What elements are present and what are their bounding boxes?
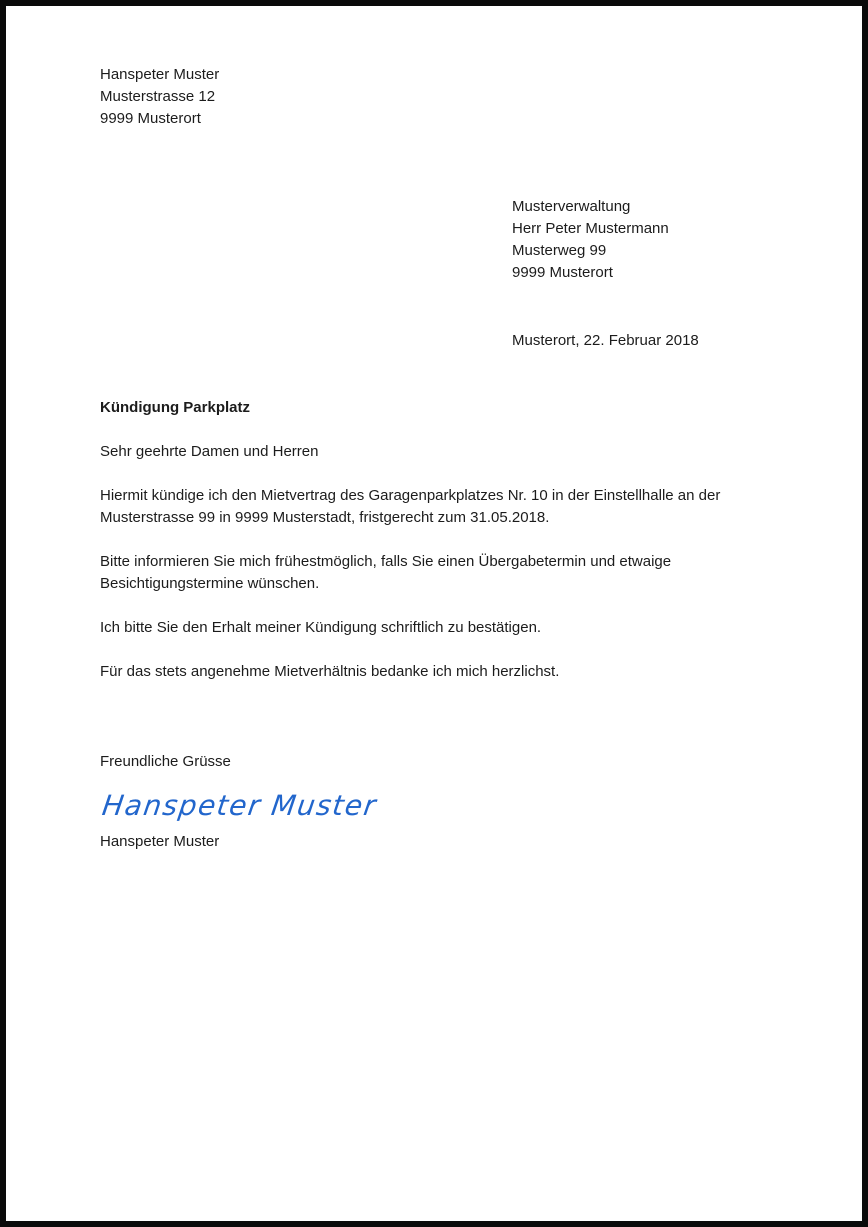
sender-street: Musterstrasse 12 [100,88,216,105]
body-paragraph: Für das stets angenehme Mietverhältnis bedanke ich mich herzlichst. [100,663,560,680]
recipient-person: Herr Peter Mustermann [512,220,669,237]
subject-line: Kündigung Parkplatz [100,399,250,416]
recipient-company: Musterverwaltung [512,198,631,215]
closing: Freundliche Grüsse [100,753,231,770]
recipient-city: 9999 Musterort [512,264,613,281]
signature-wrap [100,773,766,823]
body-paragraph: Ich bitte Sie den Erhalt meiner Kündigung schriftlich zu bestätigen. [100,619,542,636]
sender-name: Hanspeter Muster [100,66,220,83]
body-paragraph: Bitte informieren Sie mich frühestmöglich, falls Sie einen Übergabetermin und etwaige Besichtigungstermine wünschen. [100,553,672,592]
recipient-block [512,196,766,284]
date-line: Musterort, 22. Februar 2018 [512,332,699,349]
signer-name: Hanspeter Muster [100,833,220,850]
sender-city: 9999 Musterort [100,110,201,127]
sender-block [100,64,766,130]
signature-handwritten: Hanspeter Muster [100,789,380,822]
salutation: Sehr geehrte Damen und Herren [100,443,319,460]
body-paragraph: Hiermit kündige ich den Mietvertrag des Garagenparkplatzes Nr. 10 in der Einstellhalle an der Musterstrasse 99 in 9999 Musterstadt, fristgerecht zum 31.05.2018. [100,487,721,526]
recipient-street: Musterweg 99 [512,242,607,259]
letter-content [6,6,862,853]
